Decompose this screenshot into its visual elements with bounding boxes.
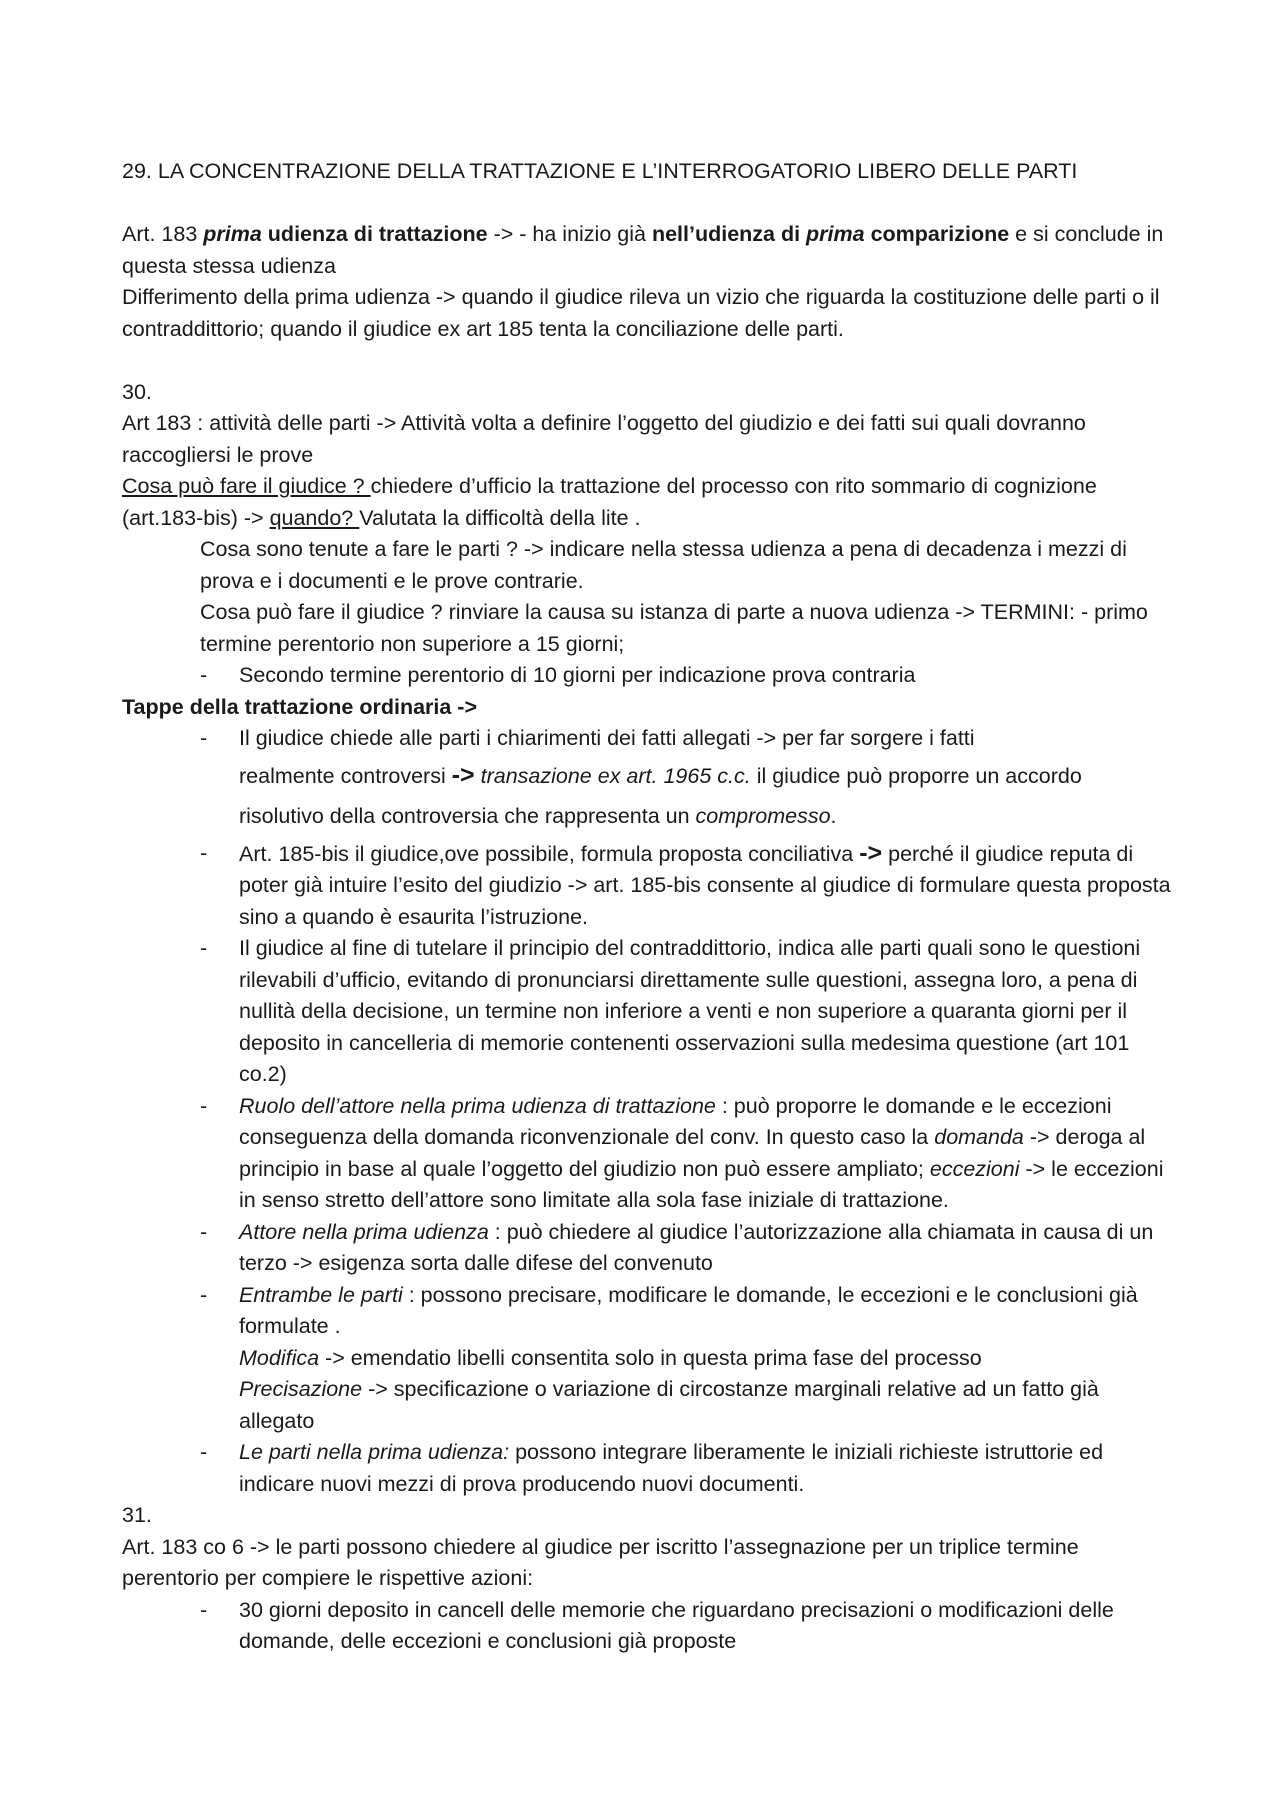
- paragraph-art-183: Art. 183 prima udienza di trattazione -> - ha inizio già nell’udienza di prima comparizione e si conclude in questa stessa udienza: [122, 222, 1164, 278]
- paragraph-art-183-co6: Art. 183 co 6 -> le parti possono chiedere al giudice per iscritto l’assegnazione per un triplice termine perentorio per compiere le rispettive azioni:: [122, 1534, 1079, 1590]
- list-item: - Ruolo dell’attore nella prima udienza di trattazione : può proporre le domande e le eccezioni conseguenza della domanda riconvenzionale del conv. In questo caso la domanda -> deroga al principio in base al quale l’oggetto del giudizio non può essere ampliato; eccezioni -> le eccezioni in senso stretto dell’attore sono limitate alla sola fase iniziale di trattazione.: [200, 1093, 1164, 1212]
- paragraph-tenute-parti: Cosa sono tenute a fare le parti ? -> indicare nella stessa udienza a pena di decadenza i mezzi di prova e i documenti e le prove contrarie.: [200, 537, 1127, 593]
- list-item: - Il giudice al fine di tutelare il principio del contraddittorio, indica alle parti quali sono le questioni rilevabili d’ufficio, evitando di pronunciarsi direttamente sulle questioni, assegna loro, a pena di nullità della decisione, un termine non inferiore a venti e non superiore a quaranta giorni per il deposito in cancelleria di memorie contenenti osservazioni sulla medesima questione (art 101 co.2): [200, 936, 1141, 1086]
- tappe-heading: Tappe della trattazione ordinaria ->: [122, 694, 478, 719]
- list-item: - Le parti nella prima udienza: possono integrare liberamente le iniziali richieste istruttorie ed indicare nuovi mezzi di prova producendo nuovi documenti.: [200, 1440, 1104, 1496]
- paragraph-differimento: Differimento della prima udienza -> quando il giudice rileva un vizio che riguarda la costituzione delle parti o il contraddittorio; quando il giudice ex art 185 tenta la conciliazione delle parti.: [122, 285, 1160, 341]
- section-title: 29. LA CONCENTRAZIONE DELLA TRATTAZIONE E L’INTERROGATORIO LIBERO DELLE PARTI: [122, 159, 1078, 183]
- list-item: - Secondo termine perentorio di 10 giorni per indicazione prova contraria: [200, 663, 916, 687]
- list-item: - Il giudice chiede alle parti i chiarimenti dei fatti allegati -> per far sorgere i fatti realmente controversi -> transazione ex art. 1965 c.c. il giudice può proporre un accordo risolutivo della controversia che rappresenta un compromesso.: [200, 726, 1082, 828]
- paragraph-rinviare: Cosa può fare il giudice ? rinviare la causa su istanza di parte a nuova udienza -> TERMINI: - primo termine perentorio non superiore a 15 giorni;: [200, 600, 1148, 656]
- list-item: - Art. 185-bis il giudice,ove possibile, formula proposta conciliativa -> perché il giudice reputa di poter già intuire l’esito del giudizio -> art. 185-bis consente al giudice di formulare questa proposta sino a quando è esaurita l’istruzione.: [200, 838, 1171, 929]
- list-item: - Entrambe le parti : possono precisare, modificare le domande, le eccezioni e le conclusioni già formulate . Modifica -> emendatio libelli consentita solo in questa prima fase del processo Precisazione -> specificazione o variazione di circostanze marginali relative ad un fatto già allegato: [200, 1282, 1138, 1433]
- document-body: [122, 156, 1172, 1658]
- section-number-30: 30.: [122, 379, 152, 404]
- list-item: - Attore nella prima udienza : può chiedere al giudice l’autorizzazione alla chiamata in causa di un terzo -> esigenza sorta dalle difese del convenuto: [200, 1219, 1154, 1275]
- arrow-symbol: ->: [859, 838, 883, 867]
- paragraph-giudice-question: Cosa può fare il giudice ? chiedere d’ufficio la trattazione del processo con rito sommario di cognizione (art.183-bis) -> quando? Valutata la difficoltà della lite .: [122, 474, 1097, 530]
- list-item: - 30 giorni deposito in cancell delle memorie che riguardano precisazioni o modificazioni delle domande, delle eccezioni e conclusioni già proposte: [200, 1597, 1114, 1653]
- arrow-symbol: ->: [451, 760, 475, 789]
- section-number-31: 31.: [122, 1503, 152, 1527]
- paragraph-attivita-parti: Art 183 : attività delle parti -> Attività volta a definire l’oggetto del giudizio e dei fatti sui quali dovranno raccogliersi le prove: [122, 411, 1086, 467]
